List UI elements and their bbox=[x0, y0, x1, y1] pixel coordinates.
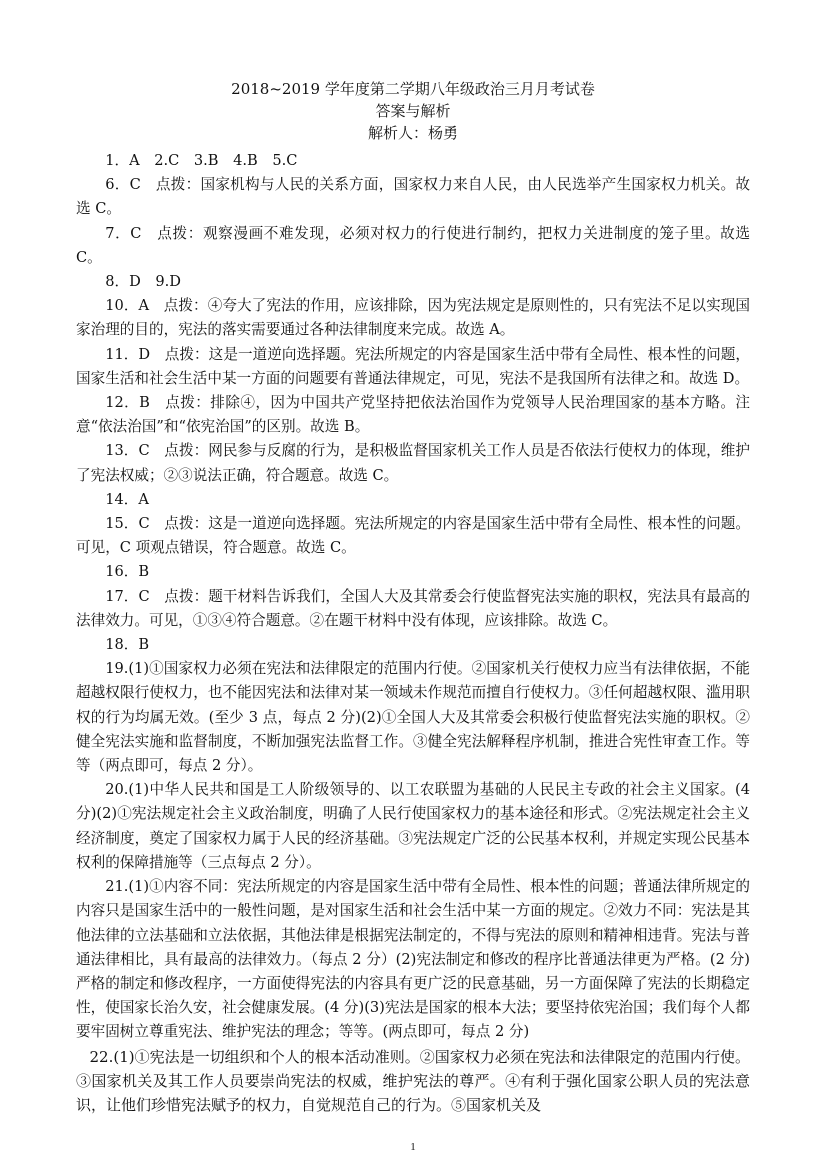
answer-19: 19.(1)①国家权力必须在宪法和法律限定的范围内行使。②国家机关行使权力应当有法律依据，不能超越权限行使权力，也不能因宪法和法律对某一领域未作规范而擅自行使权力。③任何超越权限、滥用职权的行为均属无效。(至少 3 点，每点 2 分)(2)①全国人大及其常委会积极行使监督宪法实施的职权。②健全宪法实施和监督制度，不断加强宪法监督工作。③健全宪法解释程序机制，推进合宪性审查工作。等等（两点即可，每点 2 分）。 bbox=[76, 660, 750, 775]
answer-18: 18．B bbox=[105, 636, 150, 654]
answer-17: 17．C 点拨：题干材料告诉我们，全国人大及其常委会行使监督宪法实施的职权，宪法具有最高的法律效力。可见，①③④符合题意。②在题干材料中没有体现，应该排除。故选 C。 bbox=[76, 587, 750, 629]
answer-8-9: 8．D 9.D bbox=[105, 273, 181, 291]
answer-7: 7．C 点拨：观察漫画不难发现，必须对权力的行使进行制约，把权力关进制度的笼子里。故选 C。 bbox=[76, 224, 750, 266]
answer-12: 12．B 点拨：排除④，因为中国共产党坚持把依法治国作为党领导人民治理国家的基本方略。注意“依法治国”和“依宪治国”的区别。故选 B。 bbox=[76, 394, 750, 436]
answer-16: 16．B bbox=[105, 563, 150, 581]
answer-15: 15．C 点拨：这是一道逆向选择题。宪法所规定的内容是国家生活中带有全局性、根本性的问题。可见，C 项观点错误，符合题意。故选 C。 bbox=[76, 515, 750, 557]
answer-1-5: 1．A 2.C 3.B 4.B 5.C bbox=[105, 152, 298, 169]
document-page bbox=[76, 78, 750, 1117]
answer-14: 14．A bbox=[105, 490, 149, 508]
answer-list bbox=[76, 149, 750, 1117]
page-number: 1 bbox=[410, 1141, 416, 1153]
answer-6: 6．C 点拨：国家机构与人民的关系方面，国家权力来自人民，由人民选举产生国家权力机关。故选 C。 bbox=[76, 176, 750, 218]
answer-13: 13．C 点拨：网民参与反腐的行为，是积极监督国家机关工作人员是否依法行使权力的体现，维护了宪法权威；②③说法正确，符合题意。故选 C。 bbox=[76, 442, 750, 484]
document-title: 2018~2019 学年度第二学期八年级政治三月月考试卷 bbox=[231, 80, 595, 98]
answer-10: 10．A 点拨：④夸大了宪法的作用，应该排除，因为宪法规定是原则性的，只有宪法不足以实现国家治理的目的，宪法的落实需要通过各种法律制度来完成。故选 A。 bbox=[76, 297, 750, 339]
document-author: 解析人：杨勇 bbox=[367, 124, 458, 142]
answer-22: 22.(1)①宪法是一切组织和个人的根本活动准则。②国家权力必须在宪法和法律限定的范围内行使。③国家机关及其工作人员要崇尚宪法的权威，维护宪法的尊严。④有利于强化国家公职人员的宪法意识，让他们珍惜宪法赋予的权力，自觉规范自己的行为。⑤国家机关及 bbox=[76, 1047, 750, 1114]
header-block bbox=[76, 78, 750, 144]
answer-21: 21.(1)①内容不同：宪法所规定的内容是国家生活中带有全局性、根本性的问题；普通法律所规定的内容只是国家生活中的一般性问题，是对国家生活和社会生活中某一方面的规定。②效力不同：宪法是其他法律的立法基础和立法依据，其他法律是根据宪法制定的，不得与宪法的原则和精神相违背。宪法与普通法律相比，具有最高的法律效力。（每点 2 分）(2)宪法制定和修改的程序比普通法律更为严格。(2 分)严格的制定和修改程序，一方面使得宪法的内容具有更广泛的民意基础，另一方面保障了宪法的长期稳定性，使国家长治久安，社会健康发展。(4 分)(3)宪法是国家的根本大法；要坚持依宪治国；我们每个人都要牢固树立尊重宪法、维护宪法的理念；等等。(两点即可，每点 2 分) bbox=[76, 878, 750, 1041]
answer-20: 20.(1)中华人民共和国是工人阶级领导的、以工农联盟为基础的人民民主专政的社会主义国家。(4 分)(2)①宪法规定社会主义政治制度，明确了人民行使国家权力的基本途径和形式。②宪法规定社会主义经济制度，奠定了国家权力属于人民的经济基础。③宪法规定广泛的公民基本权利，并规定实现公民基本权利的保障措施等（三点每点 2 分）。 bbox=[76, 781, 750, 871]
document-subtitle: 答案与解析 bbox=[375, 102, 451, 120]
answer-11: 11．D 点拨：这是一道逆向选择题。宪法所规定的内容是国家生活中带有全局性、根本性的问题，国家生活和社会生活中某一方面的问题要有普通法律规定，可见，宪法不是我国所有法律之和。故选 D。 bbox=[76, 345, 750, 387]
